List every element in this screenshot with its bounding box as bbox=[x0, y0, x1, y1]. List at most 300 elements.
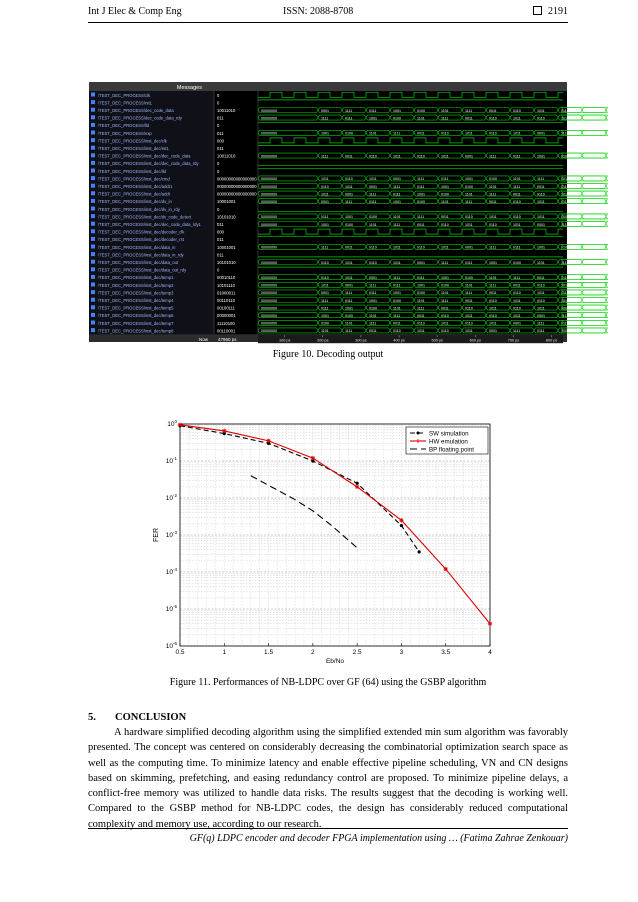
bus-value: 00000000 bbox=[261, 184, 277, 189]
bus-value: 1001 bbox=[441, 184, 449, 189]
bus-value: 1111 bbox=[465, 200, 473, 204]
signal-name: /TEST_DEC_PROCESS/inst_dec/dv_in bbox=[98, 199, 172, 205]
signal-icon bbox=[91, 222, 95, 226]
signal-name: /TEST_DEC_PROCESS/inst_dec/dec_code_data bbox=[98, 153, 191, 159]
bus-value: 1011 bbox=[441, 245, 449, 250]
bus-value: 1001 bbox=[321, 131, 329, 136]
bus-value: 0001 bbox=[393, 177, 401, 182]
signal-name: /TEST_DEC_PROCESS/inst_dec/temp3 bbox=[98, 290, 174, 296]
bus-value: 1011 bbox=[417, 329, 425, 334]
bus-value: 0111 bbox=[513, 245, 521, 250]
section-title: CONCLUSION bbox=[115, 712, 187, 723]
bus-value: 1011 bbox=[393, 260, 401, 265]
time-tick-label: 700 ps bbox=[507, 338, 520, 343]
bus-value: 0011 bbox=[417, 314, 425, 318]
bus-value: 1101 bbox=[465, 283, 473, 288]
bus-value: 1101 bbox=[489, 184, 497, 189]
signal-icon bbox=[91, 321, 95, 325]
data-point bbox=[311, 456, 315, 460]
bus-value: 0100 bbox=[417, 108, 425, 113]
bus-value: 0001 bbox=[537, 222, 545, 227]
bus-value: 0011 bbox=[345, 245, 353, 250]
bus-value: 1011 bbox=[489, 215, 497, 220]
header-rule bbox=[88, 22, 568, 23]
bus-value: 1111 bbox=[489, 245, 497, 250]
signal-icon bbox=[91, 267, 95, 271]
time-tick-label: 400 ps bbox=[393, 338, 405, 343]
bus-value: 0011 bbox=[513, 192, 521, 197]
signal-name: /TEST_DEC_PROCESS/inst_dec/addr bbox=[98, 191, 171, 197]
bus-value: 0111 bbox=[585, 314, 593, 318]
signal-value: 00000000000000000 bbox=[217, 176, 257, 182]
bus-value: 0100 bbox=[345, 314, 353, 318]
running-footer: GF(q) LDPC encoder and decoder FPGA implementation using … (Fatima Zahrae Zenkouar) bbox=[189, 833, 568, 844]
bus-value: 1001 bbox=[345, 215, 353, 220]
signal-icon bbox=[91, 237, 95, 241]
signal-icon bbox=[91, 169, 95, 173]
bus-value: 0100 bbox=[417, 200, 425, 204]
bus-value: 0011 bbox=[465, 298, 473, 303]
bus-value: 0001 bbox=[561, 306, 569, 311]
series-line bbox=[180, 425, 490, 624]
bus-value: 1101 bbox=[441, 291, 449, 296]
bus-value: 1001 bbox=[417, 192, 425, 197]
bus-value: 1111 bbox=[369, 283, 377, 288]
bus-value: 0110 bbox=[513, 291, 521, 296]
bus-value: 0111 bbox=[369, 200, 377, 204]
bus-value: 0110 bbox=[369, 260, 377, 265]
bus-value: 1001 bbox=[441, 276, 449, 280]
bus-value: 0110 bbox=[441, 131, 449, 136]
signal-value: 000 bbox=[217, 229, 224, 235]
now-value: 47960 ps bbox=[218, 337, 237, 343]
x-tick-label: 3 bbox=[399, 649, 404, 656]
signal-value: 10001001 bbox=[217, 199, 236, 205]
bus-value: 00000000 bbox=[261, 222, 277, 227]
bus-value: 1011 bbox=[321, 283, 329, 288]
figure11-caption: Figure 11. Performances of NB-LDPC over GF (64) using the GSBP algorithm bbox=[169, 677, 487, 688]
bus-value: 0111 bbox=[393, 192, 401, 197]
bus-value: 1101 bbox=[417, 116, 425, 121]
bus-value: 00000000 bbox=[261, 245, 277, 250]
signal-value: 00110001 bbox=[217, 328, 236, 334]
bus-value: 1011 bbox=[561, 283, 569, 288]
bus-value: 1011 bbox=[345, 184, 353, 189]
bus-value: 0001 bbox=[585, 116, 593, 121]
signal-icon bbox=[91, 153, 95, 157]
y-tick-label: $10^{-3}$ bbox=[165, 530, 177, 539]
bus-value: 1101 bbox=[369, 222, 377, 227]
bus-value: 1111 bbox=[513, 184, 521, 189]
bus-value: 0001 bbox=[585, 298, 593, 303]
bus-value: 0110 bbox=[585, 177, 593, 182]
signal-name: /TEST_DEC_PROCESS/inst_dec/lld bbox=[98, 168, 166, 174]
bus-value: 1101 bbox=[513, 177, 521, 182]
signal-name: /TEST_DEC_PROCESS/inst_dec/decoder_rst bbox=[98, 237, 184, 243]
waveform-screenshot bbox=[89, 82, 593, 351]
signal-value: 0 bbox=[217, 92, 220, 98]
bus-value: 1111 bbox=[561, 222, 569, 227]
bus-value: 0110 bbox=[585, 283, 593, 288]
bus-value: 0111 bbox=[537, 329, 545, 334]
signal-value: 10101010 bbox=[217, 260, 236, 265]
bus-value: 0001 bbox=[537, 314, 545, 318]
bus-value: 0110 bbox=[465, 215, 473, 220]
bus-value: 1011 bbox=[321, 192, 329, 197]
signal-icon bbox=[91, 100, 95, 104]
signal-name: /TEST_DEC_PROCESS/inst_dec/dec_code_data_rdy1 bbox=[98, 222, 201, 227]
bus-value: 0110 bbox=[417, 245, 425, 250]
signal-name: /TEST_DEC_PROCESS/inst_dec/temp2 bbox=[98, 282, 174, 288]
bus-value: 0100 bbox=[561, 154, 569, 159]
bus-value: 1011 bbox=[441, 154, 449, 159]
bus-value: 1101 bbox=[345, 321, 353, 326]
signal-icon bbox=[91, 207, 95, 211]
bus-value: 0111 bbox=[417, 184, 425, 189]
signal-icon bbox=[91, 199, 95, 203]
legend-entry: SW simulation bbox=[429, 430, 469, 438]
bus-value: 1011 bbox=[393, 245, 401, 250]
signal-value: 10101110 bbox=[217, 282, 236, 288]
bus-value: 0110 bbox=[513, 200, 521, 204]
signal-value: 011 bbox=[217, 130, 224, 136]
bus-value: 0100 bbox=[561, 245, 569, 250]
signal-icon bbox=[91, 138, 95, 142]
bus-value: 0110 bbox=[537, 298, 545, 303]
bus-value: 1111 bbox=[321, 154, 329, 159]
bus-value: 0110 bbox=[441, 314, 449, 318]
bus-value: 0110 bbox=[537, 283, 545, 288]
footer-rule bbox=[88, 828, 568, 829]
signal-name: /TEST_DEC_PROCESS/inst_dec/rst1 bbox=[98, 146, 169, 151]
bus-value: 1011 bbox=[585, 184, 593, 189]
page-number-group bbox=[533, 6, 568, 17]
data-point bbox=[222, 429, 226, 433]
y-tick-label: $10^{-1}$ bbox=[165, 456, 177, 465]
signal-name: /TEST_DEC_PROCESS/inst_dec/cmd bbox=[98, 176, 170, 182]
signal-value: 00000000000000000 bbox=[217, 184, 257, 189]
signal-value: 00000000000000000 bbox=[217, 191, 257, 197]
bus-value: 0110 bbox=[561, 108, 569, 113]
bus-value: 1111 bbox=[561, 314, 569, 318]
bus-value: 1011 bbox=[513, 116, 521, 121]
section-number: 5. bbox=[88, 712, 96, 723]
bus-value: 1011 bbox=[537, 215, 545, 220]
legend-marker bbox=[417, 432, 420, 435]
bus-value: 1001 bbox=[465, 177, 473, 182]
bus-value: 0100 bbox=[345, 131, 353, 136]
data-point bbox=[399, 518, 403, 522]
bus-value: 1101 bbox=[417, 298, 425, 303]
bus-value: 00000000 bbox=[261, 321, 277, 326]
bus-value: 1011 bbox=[537, 291, 545, 296]
bus-value: 0100 bbox=[345, 222, 353, 227]
messages-header-bar bbox=[89, 82, 567, 91]
bus-value: 1111 bbox=[393, 314, 401, 318]
bus-value: 0110 bbox=[537, 116, 545, 121]
x-tick-label: 2 bbox=[311, 649, 315, 656]
signal-name: /TEST_DEC_PROCESS/inst_dec/temp1 bbox=[98, 275, 174, 281]
bus-value: 0110 bbox=[489, 298, 497, 303]
legend-entry: HW emulation bbox=[429, 438, 468, 446]
bus-value: 0001 bbox=[345, 283, 353, 288]
bus-value: 00000000 bbox=[261, 108, 277, 113]
y-tick-label: $10^0$ bbox=[167, 419, 177, 428]
bus-value: 1001 bbox=[417, 283, 425, 288]
bus-value: 1111 bbox=[393, 131, 401, 136]
bus-value: 1011 bbox=[585, 200, 593, 204]
bus-value: 1111 bbox=[489, 192, 497, 197]
signal-value: 0 bbox=[217, 161, 220, 167]
bus-value: 00000000 bbox=[261, 306, 277, 311]
bus-value: 0100 bbox=[441, 283, 449, 288]
signal-value: 0 bbox=[217, 206, 220, 212]
bus-value: 1111 bbox=[321, 116, 329, 121]
bus-value: 1001 bbox=[561, 329, 569, 334]
waveform-viewer bbox=[89, 82, 593, 351]
time-tick-label: 300 ps bbox=[355, 338, 367, 343]
bus-value: 0110 bbox=[465, 321, 473, 326]
cursor-value: 47.688 ns bbox=[218, 345, 238, 351]
bus-value: 0111 bbox=[465, 260, 473, 265]
bus-value: 0100 bbox=[489, 177, 497, 182]
bus-value: 0110 bbox=[321, 276, 329, 280]
signal-name: /TEST_DEC_PROCESS/clk bbox=[98, 92, 151, 98]
bus-value: 1011 bbox=[561, 192, 569, 197]
bus-value: 00000000 bbox=[261, 329, 277, 334]
bus-value: 1101 bbox=[441, 200, 449, 204]
bus-value: 1111 bbox=[561, 131, 569, 136]
signal-name: /TEST_DEC_PROCESS/inst_dec/decoder_clk bbox=[98, 229, 185, 235]
signal-name: /TEST_DEC_PROCESS/inst_dec/temp7 bbox=[98, 320, 174, 326]
bus-value: 1101 bbox=[369, 314, 377, 318]
data-point bbox=[178, 423, 182, 427]
signal-name: /TEST_DEC_PROCESS/inst_dec/clk bbox=[98, 138, 167, 144]
bus-value: 0110 bbox=[489, 131, 497, 136]
signal-value: 0 bbox=[217, 267, 220, 273]
bus-value: 1101 bbox=[369, 131, 377, 136]
bus-value: 1011 bbox=[513, 314, 521, 318]
bus-value: 0001 bbox=[537, 131, 545, 136]
bus-value: 0110 bbox=[585, 192, 593, 197]
bus-value: 0111 bbox=[585, 222, 593, 227]
bus-value: 0011 bbox=[465, 116, 473, 121]
bus-value: 0111 bbox=[345, 116, 353, 121]
bus-value: 1001 bbox=[321, 222, 329, 227]
bus-value: 0110 bbox=[441, 222, 449, 227]
bus-value: 0111 bbox=[369, 108, 377, 113]
bus-value: 1011 bbox=[489, 321, 497, 326]
signal-icon bbox=[91, 108, 95, 112]
signal-value: 011 bbox=[217, 146, 224, 151]
bus-value: 1111 bbox=[561, 260, 569, 265]
bus-value: 0110 bbox=[561, 276, 569, 280]
bus-value: 0001 bbox=[465, 245, 473, 250]
signal-value: 11110100 bbox=[217, 320, 235, 326]
bus-value: 0100 bbox=[465, 276, 473, 280]
bus-value: 0100 bbox=[369, 306, 377, 311]
bus-value: 0100 bbox=[393, 298, 401, 303]
bus-value: 0110 bbox=[321, 260, 329, 265]
bus-value: 1111 bbox=[537, 321, 545, 326]
data-point bbox=[356, 482, 359, 485]
signal-value: 0 bbox=[217, 123, 220, 129]
bus-value: 1111 bbox=[393, 276, 401, 280]
bus-value: 1011 bbox=[537, 108, 545, 113]
x-tick-label: 4 bbox=[488, 649, 492, 656]
bus-value: 0110 bbox=[561, 200, 569, 204]
bus-value: 0110 bbox=[513, 215, 521, 220]
bus-value: 0110 bbox=[369, 154, 377, 159]
bus-value: 1001 bbox=[489, 260, 497, 265]
cursor-label: Cursor 1 bbox=[190, 345, 208, 351]
bus-value: 00000000 bbox=[261, 200, 277, 204]
clock-wave bbox=[258, 92, 563, 97]
bus-value: 1101 bbox=[585, 154, 593, 159]
bus-value: 1001 bbox=[345, 306, 353, 311]
signal-value: 00100111 bbox=[217, 305, 236, 311]
signal-icon bbox=[91, 305, 95, 309]
series-line bbox=[180, 426, 419, 552]
bus-value: 1111 bbox=[393, 184, 401, 189]
page-number: 2191 bbox=[548, 6, 568, 17]
bus-value: 1111 bbox=[321, 245, 329, 250]
bus-value: 0110 bbox=[393, 329, 401, 334]
clock-wave bbox=[258, 229, 563, 234]
bus-value: 1011 bbox=[465, 329, 473, 334]
bus-value: 00000000 bbox=[261, 276, 277, 280]
signal-name: /TEST_DEC_PROCESS/dec_code_data_rdy bbox=[98, 115, 182, 121]
bus-value: 1001 bbox=[393, 291, 401, 296]
bus-value: 1001 bbox=[369, 116, 377, 121]
bus-value: 00000000 bbox=[261, 291, 277, 296]
signal-icon bbox=[91, 161, 95, 165]
bus-value: 0011 bbox=[585, 260, 593, 265]
bus-value: 0110 bbox=[489, 116, 497, 121]
signal-value: 00000001 bbox=[217, 313, 236, 319]
issn: ISSN: 2088-8708 bbox=[283, 6, 354, 17]
signal-name: /TEST_DEC_PROCESS/exp bbox=[98, 130, 152, 136]
bus-value: 0111 bbox=[417, 276, 425, 280]
bus-value: 1011 bbox=[465, 131, 473, 136]
signal-name: /TEST_DEC_PROCESS/rst1 bbox=[98, 100, 152, 106]
bus-value: 1111 bbox=[393, 222, 401, 227]
bus-value: 0110 bbox=[417, 154, 425, 159]
y-tick-label: $10^{-6}$ bbox=[165, 641, 177, 650]
running-header bbox=[88, 6, 568, 22]
data-point bbox=[444, 567, 448, 571]
bus-value: 0001 bbox=[321, 108, 329, 113]
data-point bbox=[400, 524, 403, 527]
bus-value: 1101 bbox=[441, 108, 449, 113]
bus-value: 1101 bbox=[585, 245, 593, 250]
time-tick-label: 600 ps bbox=[469, 338, 482, 343]
signal-icon bbox=[91, 260, 95, 264]
signal-icon bbox=[91, 328, 95, 332]
bus-value: 00000000 bbox=[261, 154, 277, 159]
bus-value: 1001 bbox=[321, 314, 329, 318]
signal-name: /TEST_DEC_PROCESS/lld bbox=[98, 123, 150, 129]
bus-value: 1111 bbox=[489, 154, 497, 159]
bus-value: 0110 bbox=[561, 184, 569, 189]
data-point bbox=[418, 550, 421, 553]
bus-value: 0110 bbox=[513, 108, 521, 113]
bus-value: 1111 bbox=[441, 298, 449, 303]
signal-value: 10001001 bbox=[217, 244, 236, 250]
bus-value: 0110 bbox=[321, 184, 329, 189]
checkbox-icon bbox=[533, 6, 542, 15]
bus-value: 0110 bbox=[537, 192, 545, 197]
bus-value: 0011 bbox=[369, 329, 377, 334]
bus-value: 0001 bbox=[345, 192, 353, 197]
signal-icon bbox=[91, 131, 95, 135]
bus-value: 00000000 bbox=[261, 116, 277, 121]
signal-icon bbox=[91, 313, 95, 317]
bus-value: 1011 bbox=[489, 306, 497, 311]
bus-value: 1011 bbox=[561, 116, 569, 121]
signal-value: 01000011 bbox=[217, 290, 236, 296]
bus-value: 0011 bbox=[441, 306, 449, 311]
bus-value: 0011 bbox=[489, 200, 497, 204]
bus-value: 1001 bbox=[369, 298, 377, 303]
signal-name: /TEST_DEC_PROCESS/inst_dec/dec_code_data_rdy bbox=[98, 161, 199, 167]
signal-name: /TEST_DEC_PROCESS/inst_dec/data_out bbox=[98, 260, 179, 265]
bus-value: 1111 bbox=[345, 108, 353, 113]
bus-value: 0111 bbox=[345, 298, 353, 303]
signal-icon bbox=[91, 252, 95, 256]
bus-value: 1011 bbox=[441, 321, 449, 326]
bus-value: 00000000 bbox=[261, 177, 277, 182]
bus-value: 1011 bbox=[393, 154, 401, 159]
bus-value: 0110 bbox=[441, 329, 449, 334]
signal-value: 000 bbox=[217, 138, 224, 144]
bus-value: 00000000 bbox=[261, 314, 277, 318]
bus-value: 1011 bbox=[537, 306, 545, 311]
bus-value: 0011 bbox=[489, 291, 497, 296]
signal-icon bbox=[91, 275, 95, 279]
bus-value: 1001 bbox=[537, 245, 545, 250]
time-tick-label: 100 ps bbox=[278, 338, 291, 343]
bus-value: 0110 bbox=[489, 314, 497, 318]
bus-value: 1111 bbox=[585, 306, 593, 311]
bus-value: 0111 bbox=[321, 215, 329, 220]
signal-icon bbox=[91, 229, 95, 233]
bus-value: 1101 bbox=[321, 329, 329, 334]
bus-value: 0011 bbox=[489, 108, 497, 113]
signal-value: 0 bbox=[217, 168, 220, 174]
bus-value: 1111 bbox=[369, 192, 377, 197]
bus-value: 0110 bbox=[513, 306, 521, 311]
bus-value: 0001 bbox=[321, 291, 329, 296]
bus-value: 0100 bbox=[585, 329, 593, 334]
signal-name: /TEST_DEC_PROCESS/inst_dec/temp5 bbox=[98, 305, 174, 311]
clock-wave bbox=[258, 138, 563, 143]
signal-value: 00110110 bbox=[217, 298, 236, 303]
x-tick-label: 2.5 bbox=[352, 649, 362, 656]
signal-name: /TEST_DEC_PROCESS/inst_dec/data_in_rdy bbox=[98, 252, 184, 258]
bus-value: 1011 bbox=[513, 131, 521, 136]
bus-value: 0011 bbox=[417, 131, 425, 136]
bus-value: 1111 bbox=[345, 200, 353, 204]
bus-value: 1101 bbox=[393, 306, 401, 311]
bus-value: 0011 bbox=[561, 177, 569, 182]
y-axis-label: FER bbox=[153, 528, 160, 542]
bus-value: 0111 bbox=[585, 131, 593, 136]
bus-value: 0011 bbox=[417, 222, 425, 227]
bus-value: 1011 bbox=[369, 177, 377, 182]
bus-value: 1011 bbox=[561, 298, 569, 303]
bus-value: 0100 bbox=[441, 192, 449, 197]
